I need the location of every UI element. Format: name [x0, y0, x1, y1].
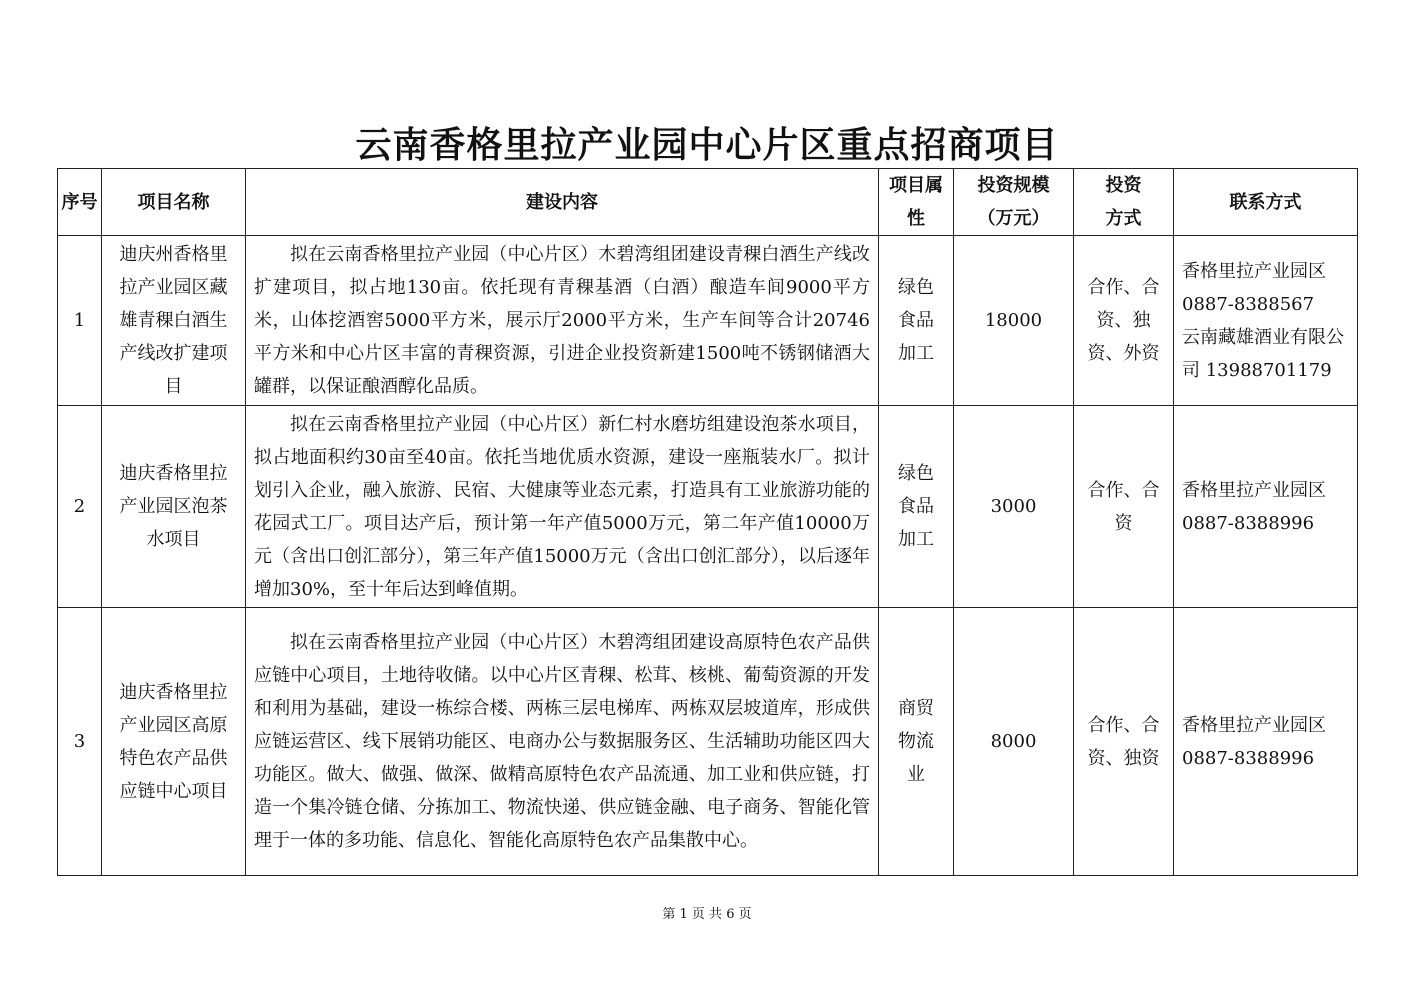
row-contact: 香格里拉产业园区 0887-8388567 云南藏雄酒业有限公司 13988701179 [1174, 236, 1358, 406]
row-name: 迪庆香格里拉产业园区高原特色农产品供应链中心项目 [102, 608, 246, 876]
row-method: 合作、合资、独资 [1074, 608, 1174, 876]
row-attr: 绿色食品加工 [879, 236, 954, 406]
row-seq: 3 [58, 608, 102, 876]
header-contact: 联系方式 [1174, 169, 1358, 236]
row-method: 合作、合资、独资、外资 [1074, 236, 1174, 406]
header-attr: 项目属性 [879, 169, 954, 236]
table-row [58, 236, 1358, 406]
row-seq: 2 [58, 406, 102, 608]
page-footer: 第 1 页 共 6 页 [662, 907, 752, 922]
row-content: 拟在云南香格里拉产业园（中心片区）木碧湾组团建设青稞白酒生产线改扩建项目，拟占地130亩。依托现有青稞基酒（白酒）酿造车间9000平方米，山体挖酒窖5000平方米，展示厅2000平方米，生产车间等合计20746平方米和中心片区丰富的青稞资源，引进企业投资新建1500吨不锈钢储酒大罐群，以保证酿酒醇化品质。 [246, 236, 879, 406]
row-scale: 8000 [954, 608, 1074, 876]
row-name: 迪庆香格里拉产业园区泡茶水项目 [102, 406, 246, 608]
row-name: 迪庆州香格里拉产业园区藏雄青稞白酒生产线改扩建项目 [102, 236, 246, 406]
row-content: 拟在云南香格里拉产业园（中心片区）新仁村水磨坊组建设泡茶水项目，拟占地面积约30亩至40亩。依托当地优质水资源，建设一座瓶装水厂。拟计划引入企业，融入旅游、民宿、大健康等业态元素，打造具有工业旅游功能的花园式工厂。项目达产后，预计第一年产值5000万元，第二年产值10000万元（含出口创汇部分），第三年产值15000万元（含出口创汇部分），以后逐年增加30%，至十年后达到峰值期。 [246, 406, 879, 608]
header-scale: 投资规模（万元） [954, 169, 1074, 236]
page-title: 云南香格里拉产业园中心片区重点招商项目 [355, 124, 1059, 166]
table-row [58, 406, 1358, 608]
row-seq: 1 [58, 236, 102, 406]
row-contact: 香格里拉产业园区 0887-8388996 [1174, 406, 1358, 608]
row-method: 合作、合资 [1074, 406, 1174, 608]
table-row [58, 608, 1358, 876]
row-attr: 绿色食品加工 [879, 406, 954, 608]
row-scale: 3000 [954, 406, 1074, 608]
table-header-row [58, 169, 1358, 236]
projects-table [57, 168, 1358, 876]
header-seq: 序号 [58, 169, 102, 236]
row-contact: 香格里拉产业园区 0887-8388996 [1174, 608, 1358, 876]
header-method: 投资方式 [1074, 169, 1174, 236]
row-content: 拟在云南香格里拉产业园（中心片区）木碧湾组团建设高原特色农产品供应链中心项目，土地待收储。以中心片区青稞、松茸、核桃、葡萄资源的开发和利用为基础，建设一栋综合楼、两栋三层电梯库、两栋双层坡道库，形成供应链运营区、线下展销功能区、电商办公与数据服务区、生活辅助功能区四大功能区。做大、做强、做深、做精高原特色农产品流通、加工业和供应链，打造一个集冷链仓储、分拣加工、物流快递、供应链金融、电子商务、智能化管理于一体的多功能、信息化、智能化高原特色农产品集散中心。 [246, 608, 879, 876]
row-scale: 18000 [954, 236, 1074, 406]
header-name: 项目名称 [102, 169, 246, 236]
header-content: 建设内容 [246, 169, 879, 236]
row-attr: 商贸物流业 [879, 608, 954, 876]
